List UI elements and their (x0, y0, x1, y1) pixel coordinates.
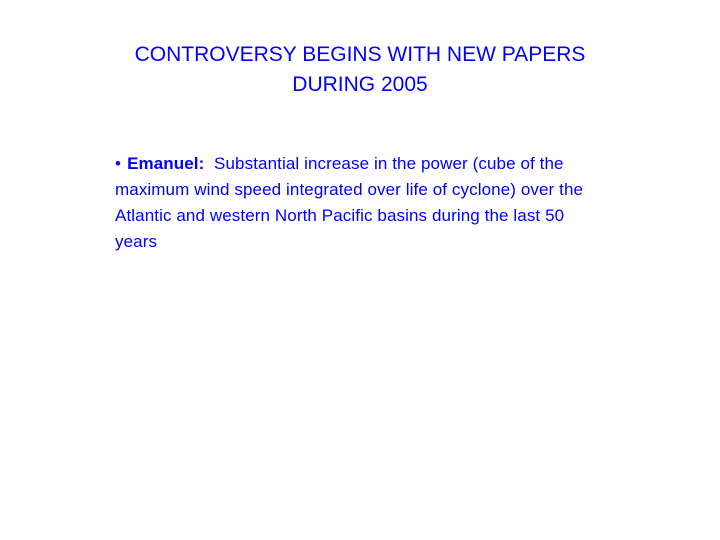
bullet-text: Substantial increase in the power (cube of the maximum wind speed integrated over life of cyclone) over the Atlantic and western North Pacific basins during the last 50 years (115, 154, 584, 251)
bullet-item-emanuel (115, 151, 595, 255)
bullet-lead: Emanuel: (127, 154, 205, 173)
bullet-list (115, 151, 595, 255)
slide-title-line-1: CONTROVERSY BEGINS WITH NEW PAPERS (134, 43, 586, 66)
slide-title-line-2: DURING 2005 (292, 73, 428, 96)
bullet-marker: • (115, 154, 122, 173)
slide-title (60, 40, 660, 100)
